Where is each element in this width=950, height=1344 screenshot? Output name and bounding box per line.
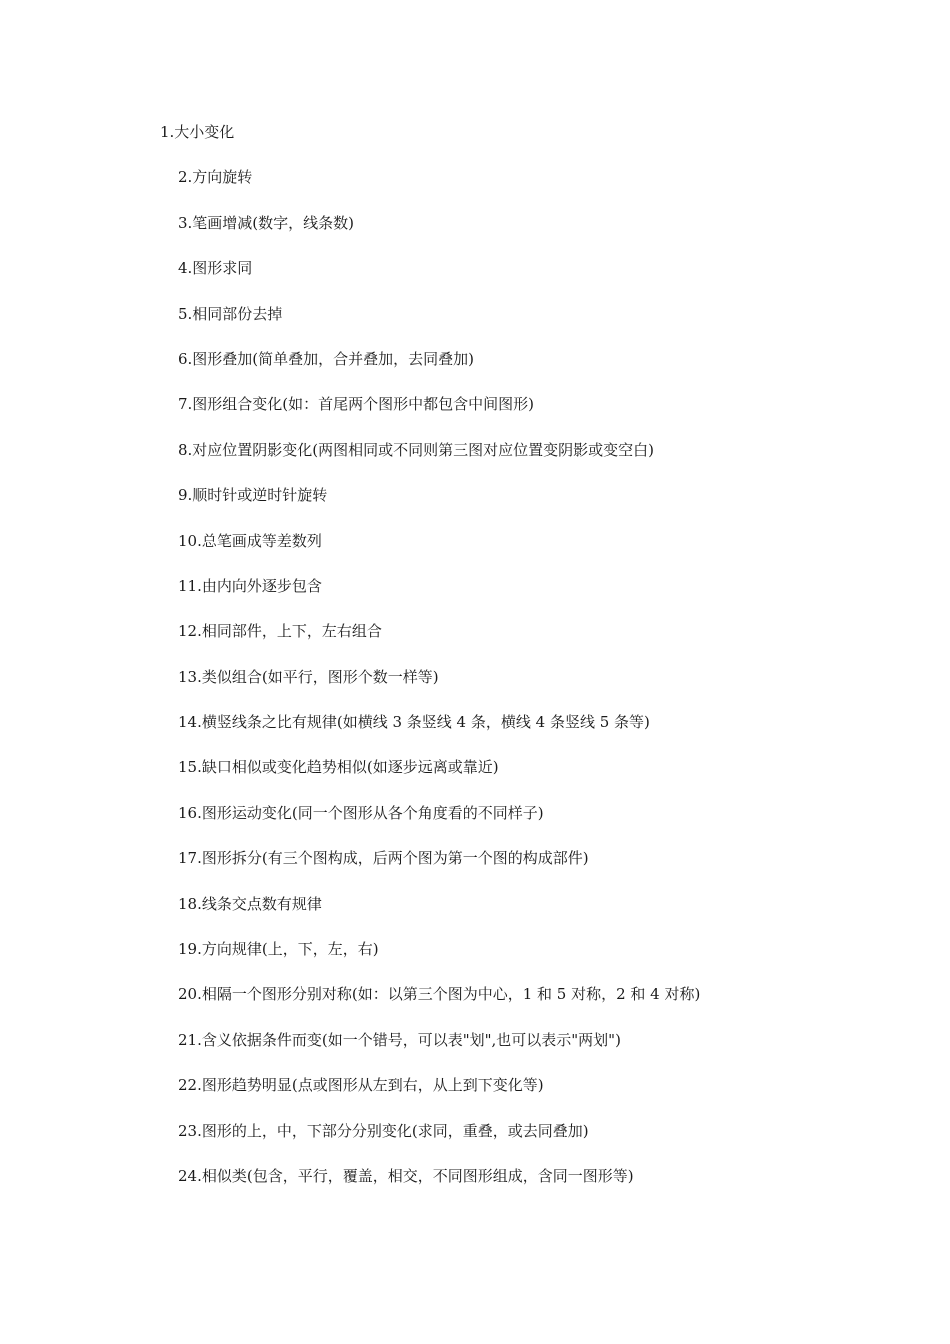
list-item: 3.笔画增减(数字，线条数) [178, 213, 355, 232]
list-item: 1.大小变化 [160, 123, 235, 141]
list-item: 11.由内向外逐步包含 [178, 576, 322, 595]
list-item: 9.顺时针或逆时针旋转 [178, 486, 328, 505]
list-item: 22.图形趋势明显(点或图形从左到右，从上到下变化等) [178, 1076, 544, 1095]
list-item: 20.相隔一个图形分别对称(如：以第三个图为中心，1 和 5 对称，2 和 4 对称) [178, 985, 701, 1004]
list-item: 21.含义依据条件而变(如一个错号，可以表"划",也可以表示"两划") [178, 1030, 621, 1049]
list-item: 5.相同部份去掉 [178, 304, 283, 323]
list-item: 12.相同部件，上下，左右组合 [178, 622, 382, 641]
list-item: 15.缺口相似或变化趋势相似(如逐步远离或靠近) [178, 758, 499, 777]
list-item: 4.图形求同 [178, 259, 253, 278]
list-item: 2.方向旋转 [178, 168, 253, 187]
list-item: 24.相似类(包含，平行，覆盖，相交，不同图形组成，含同一图形等) [178, 1166, 634, 1185]
list-item: 7.图形组合变化(如：首尾两个图形中都包含中间图形) [178, 395, 535, 414]
rule-list [0, 119, 950, 1208]
list-item: 6.图形叠加(简单叠加，合并叠加，去同叠加) [178, 349, 475, 368]
list-item: 8.对应位置阴影变化(两图相同或不同则第三图对应位置变阴影或变空白) [178, 440, 655, 459]
list-item: 10.总笔画成等差数列 [178, 531, 322, 550]
list-item: 23.图形的上，中，下部分分别变化(求同，重叠，或去同叠加) [178, 1121, 589, 1140]
list-item: 18.线条交点数有规律 [178, 894, 322, 913]
list-item: 19.方向规律(上，下，左，右) [178, 940, 379, 959]
list-item: 13.类似组合(如平行，图形个数一样等) [178, 667, 439, 686]
list-item: 17.图形拆分(有三个图构成，后两个图为第一个图的构成部件) [178, 849, 589, 868]
list-item: 14.横竖线条之比有规律(如横线 3 条竖线 4 条，横线 4 条竖线 5 条等) [178, 713, 650, 732]
list-item: 16.图形运动变化(同一个图形从各个角度看的不同样子) [178, 803, 544, 822]
